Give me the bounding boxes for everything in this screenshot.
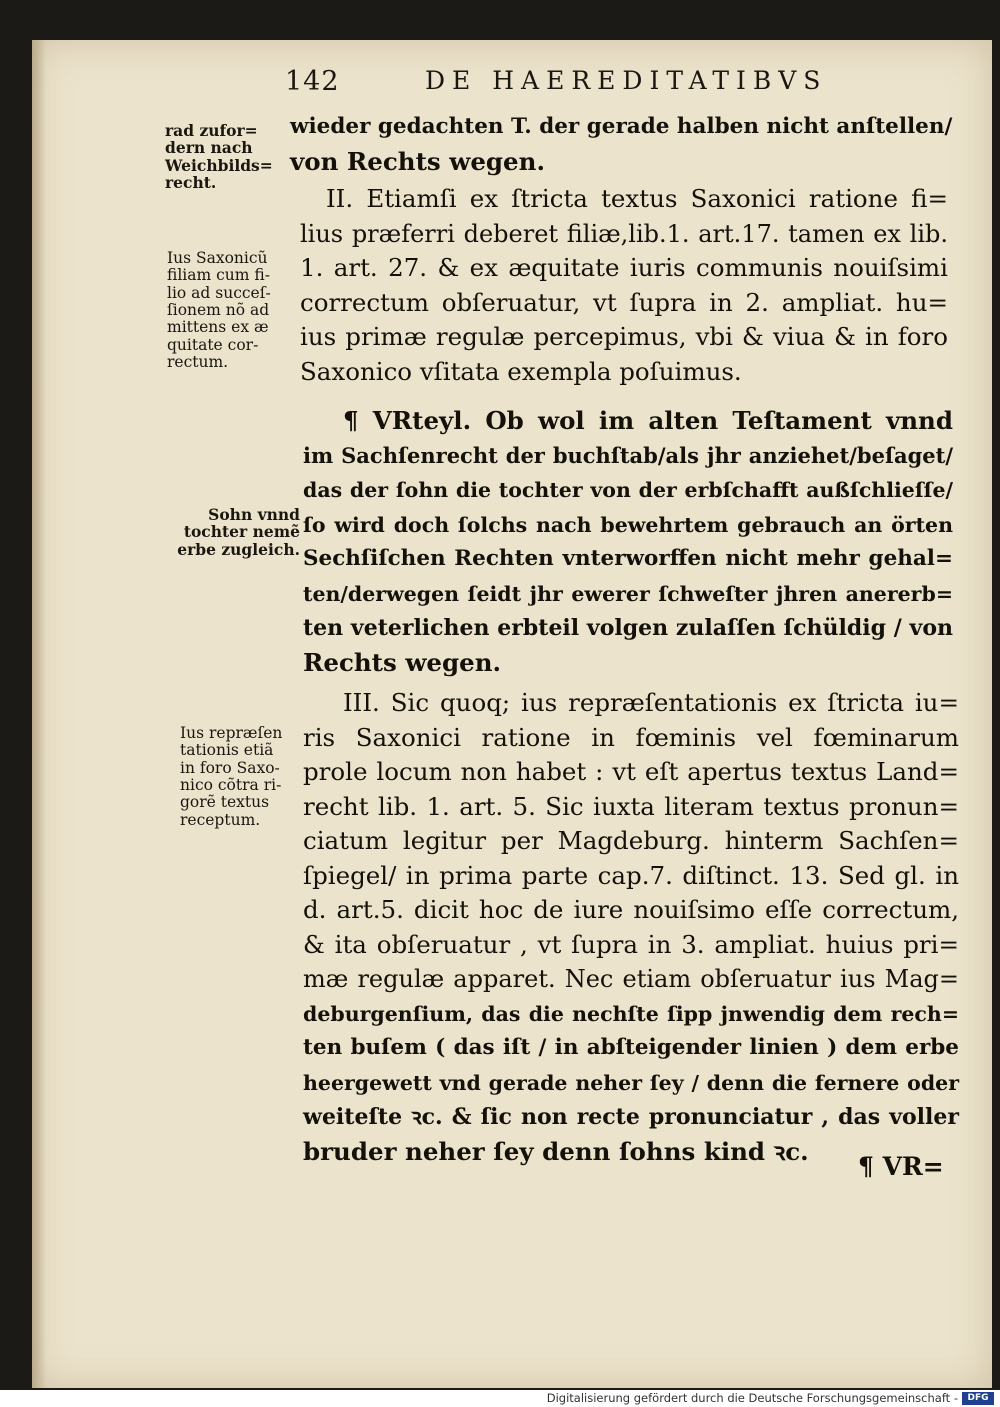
margin-note-line: mittens ex æ	[167, 318, 269, 337]
margin-note-line: recht.	[165, 173, 217, 193]
margin-note-line: Ius Saxonicũ	[167, 249, 268, 267]
text-line: ten/derwegen ſeidt jhr ewerer ſchweſter jhren anererb=	[303, 581, 953, 606]
paragraph-1	[290, 110, 952, 179]
text-line: lius præferri deberet filiæ,lib.1. art.17. tamen ex lib.	[300, 219, 948, 248]
text-line: d. art.5. dicit hoc de iure nouiſsimo eſſe correctum,	[303, 895, 959, 924]
funding-notice: Digitalisierung gefördert durch die Deutsche Forschungsgemeinschaft -	[546, 1391, 958, 1405]
text-line: Rechts wegen.	[303, 647, 502, 677]
page-header	[285, 66, 985, 106]
text-line: im Sachſenrecht der buchſtab/als jhr anziehet/beſaget/	[303, 442, 953, 468]
margin-note-line: receptum.	[180, 810, 261, 829]
margin-note-line: rad zufor=	[165, 121, 258, 140]
margin-note-line: gorẽ textus	[180, 793, 270, 812]
text-line: ſo wird doch ſolchs nach bewehrtem gebrauch an örten	[303, 512, 953, 537]
margin-note-line: nico cõtra ri-	[180, 776, 282, 795]
text-line: recht lib. 1. art. 5. Sic iuxta literam textus pronun=	[303, 791, 959, 821]
text-line: ius primæ regulæ percepimus, vbi & viua & in foro	[300, 322, 948, 351]
text-line: Sechſiſchen Rechten vnterworffen nicht mehr gehal=	[303, 546, 953, 571]
text-line: Saxonico vſitata exempla poſuimus.	[300, 356, 742, 386]
margin-note-line: ſionem nõ ad	[167, 301, 270, 320]
margin-note-line: dern nach	[165, 138, 253, 158]
text-line: II. Etiamſi ex ſtricta textus Saxonici ratione fi=	[326, 184, 948, 213]
text-line: & ita obſeruatur , vt ſupra in 3. ampliat. huius pri=	[303, 929, 959, 959]
margin-note-line: lio ad succeſ-	[167, 283, 271, 302]
dfg-logo-icon: DFG	[962, 1392, 994, 1405]
text-line: correctum obſeruatur, vt ſupra in 2. ampliat. hu=	[300, 287, 948, 317]
margin-note-line: Ius repræſen	[180, 724, 283, 742]
text-line: ¶ VRteyl. Ob wol im alten Teſtament vnnd	[343, 406, 953, 435]
margin-note-line: rectum.	[167, 353, 229, 372]
text-line: ris Saxonici ratione in fœminis vel fœminarum	[303, 722, 959, 752]
margin-note-line: Weichbilds=	[165, 155, 273, 175]
text-line: weiteſte ꝛc. & ſic non recte pronunciatur , das voller	[303, 1104, 959, 1130]
margin-note-line: in foro Saxo-	[180, 758, 280, 777]
text-line: das der ſohn die tochter von der erbſchafft außſchlieſſe/	[303, 478, 953, 502]
margin-note-2	[167, 250, 271, 372]
text-line: ten veterlichen erbteil volgen zulaſſen ſchüldig / von	[303, 615, 953, 641]
text-line: deburgenſium, das die nechſte ſipp jnwendig dem rech=	[303, 1001, 959, 1026]
text-line: mæ regulæ apparet. Nec etiam obſeruatur ius Mag=	[303, 965, 959, 993]
margin-note-line: tochter nemẽ	[183, 522, 300, 542]
catchword: ¶ VR=	[858, 1152, 944, 1181]
text-line: bruder neher ſey denn ſohns kind ꝛc.	[303, 1136, 809, 1166]
footer-bar	[0, 1390, 1000, 1407]
text-line: prole locum non habet : vt eſt apertus textus Land=	[303, 757, 959, 786]
margin-note-4	[180, 725, 282, 829]
text-line: heergewett vnd gerade neher ſey / denn die fernere oder	[303, 1070, 959, 1095]
text-line: von Rechts wegen.	[290, 146, 545, 176]
text-line: ſpiegel/ in prima parte cap.7. diſtinct. 13. Sed gl. in	[303, 860, 959, 890]
margin-note-3	[170, 506, 300, 558]
paragraph-4	[303, 686, 959, 1169]
text-line: 1. art. 27. & ex æquitate iuris communis nouiſsimi	[300, 253, 948, 282]
margin-note-line: erbe zugleich.	[177, 539, 300, 559]
margin-note-1	[165, 122, 273, 191]
text-line: III. Sic quoq; ius repræſentationis ex ſtricta iu=	[343, 688, 959, 717]
text-line: wieder gedachten T. der gerade halben nicht anſtellen/	[290, 114, 953, 139]
margin-note-line: Sohn vnnd	[208, 505, 300, 524]
page-gutter-shadow	[32, 40, 46, 1388]
running-title: DE HAEREDITATIBVS	[425, 66, 828, 95]
paragraph-2	[300, 182, 948, 389]
margin-note-line: filiam cum fi-	[167, 266, 270, 285]
paragraph-verdict	[303, 404, 953, 680]
text-line: ciatum legitur per Magdeburg. hinterm Sachſen=	[303, 826, 959, 855]
margin-note-line: quitate cor-	[167, 335, 259, 354]
text-line: ten buſem ( das iſt / in abſteigender linien ) dem erbe	[303, 1035, 959, 1060]
margin-note-line: tationis etiã	[180, 741, 274, 760]
page-number: 142	[285, 66, 340, 97]
